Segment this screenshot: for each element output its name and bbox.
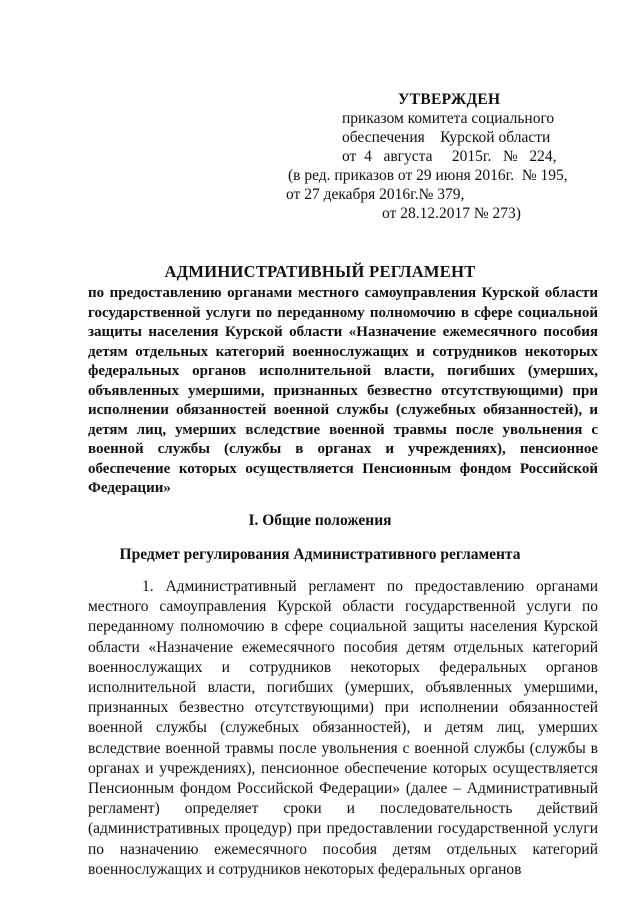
approval-line: от 28.12.2017 № 273) bbox=[382, 205, 521, 222]
approval-line: (в ред. приказов от 29 июня 2016г. № 195, bbox=[288, 167, 568, 184]
approval-title: УТВЕРЖДЕН bbox=[398, 91, 501, 108]
regulation-subtitle: по предоставлению органами местного самоуправления Курской области государственной услуги по переданному полномочию в сфере социальной защиты населения Курской области «Назначение ежемесячного пособия детям отдельных категорий военнослужащих и сотрудников некоторых федеральных органов исполнительной власти, погибших (умерших, объявленных умершими, признанных безвестно отсутствующими) при исполнении обязанностей военной службы (служебных обязанностей), и детям лиц, умерших вследствие военной травмы после увольнения с военной службы (службы в органах и учреждениях), пенсионное обеспечение которых осуществляется Пенсионным фондом Российской Федерации» bbox=[88, 285, 598, 496]
approval-stamp bbox=[270, 90, 610, 223]
approval-line: от 27 декабря 2016г.№ 379, bbox=[286, 186, 465, 203]
approval-line: приказом комитета социального bbox=[342, 110, 555, 127]
approval-line: от 4 августа 2015г. № 224, bbox=[342, 148, 557, 165]
regulation-title: АДМИНИСТРАТИВНЫЙ РЕГЛАМЕНТ bbox=[164, 262, 476, 281]
approval-line: обеспечения Курской области bbox=[342, 129, 551, 146]
section-title: I. Общие положения bbox=[248, 512, 392, 529]
section-subtitle: Предмет регулирования Административного регламента bbox=[119, 546, 521, 563]
paragraph-1: 1. Административный регламент по предоставлению органами местного самоуправления Курской области государственной услуги по переданному полномочию в сфере социальной защиты населения Курской области «Назначение ежемесячного пособия детям отдельных категорий военнослужащих и сотрудников некоторых федеральных органов исполнительной власти, погибших (умерших, объявленных умершими, признанных безвестно отсутствующими) при исполнении обязанностей военной службы (служебных обязанностей), и детям лиц, умерших вследствие военной травмы после увольнения с военной службы (службы в органах и учреждениях), пенсионное обеспечение которых осуществляется Пенсионным фондом Российской Федерации» (далее – Административный регламент) определяет сроки и последовательность действий (административных процедур) при предоставлении государственной услуги по назначению ежемесячного пособия детям отдельных категорий военнослужащих и сотрудников некоторых федеральных органов bbox=[88, 578, 598, 878]
